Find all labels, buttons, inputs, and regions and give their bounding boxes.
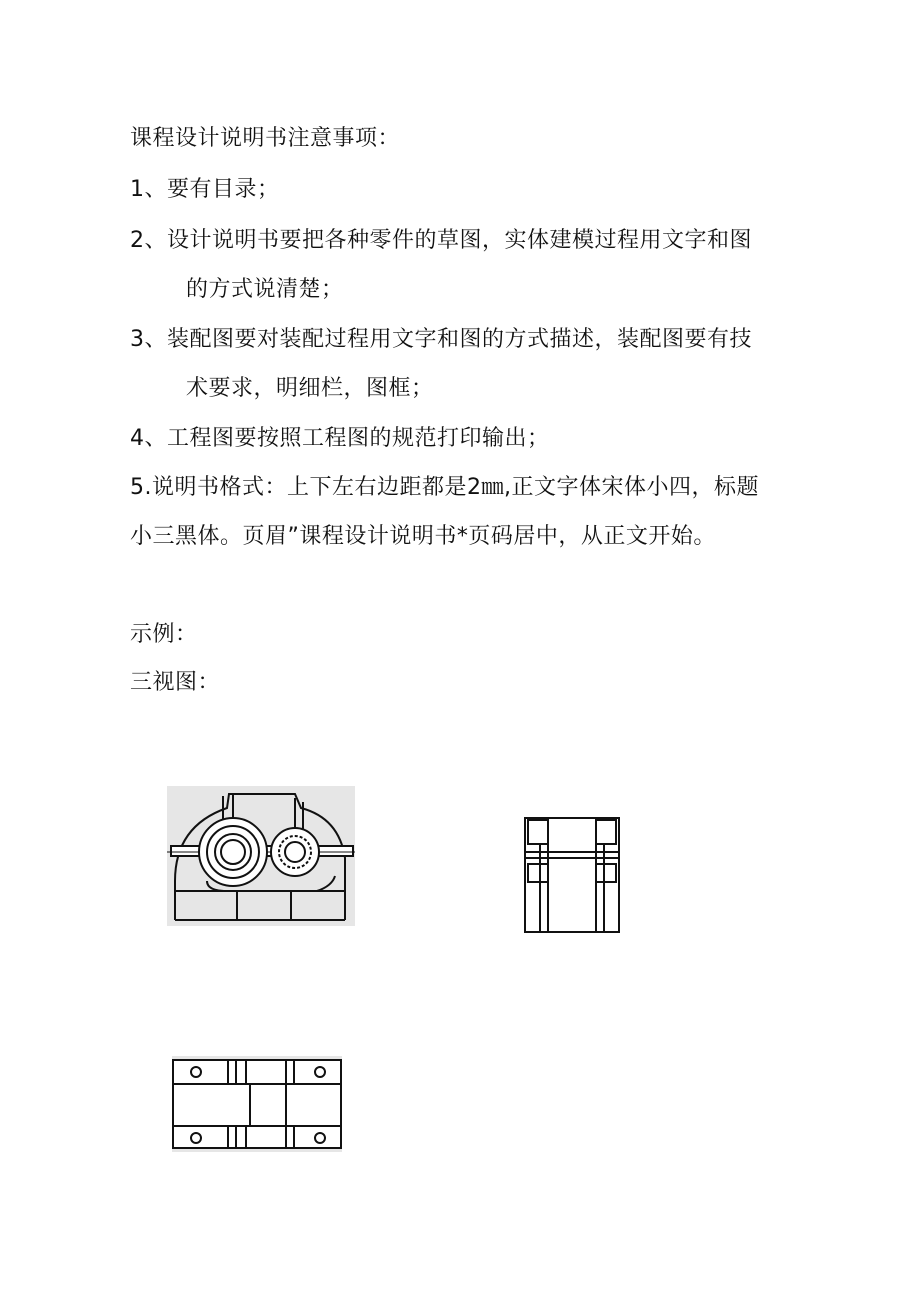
- gearbox-front-view-image: [167, 786, 355, 926]
- note-item-2-cont: 的方式说清楚；: [186, 277, 344, 302]
- note-item-3-cont: 术要求，明细栏，图框；: [186, 376, 434, 401]
- gearbox-side-view-image: [524, 816, 620, 934]
- gearbox-top-view-image: [172, 1056, 342, 1152]
- note-item-3: 3、装配图要对装配过程用文字和图的方式描述，装配图要有技: [130, 327, 752, 352]
- note-item-4: 4、工程图要按照工程图的规范打印输出；: [130, 426, 550, 451]
- note-item-1: 1、要有目录；: [130, 177, 280, 202]
- note-item-5: 5.说明书格式：上下左右边距都是2㎜,正文字体宋体小四，标题: [130, 475, 759, 500]
- note-item-5-cont: 小三黑体。页眉”课程设计说明书*页码居中，从正文开始。: [130, 524, 716, 549]
- example-label: 示例：: [130, 622, 198, 647]
- three-view-label: 三视图：: [130, 670, 221, 695]
- note-item-2: 2、设计说明书要把各种零件的草图，实体建模过程用文字和图: [130, 228, 752, 253]
- notes-heading: 课程设计说明书注意事项：: [130, 126, 401, 151]
